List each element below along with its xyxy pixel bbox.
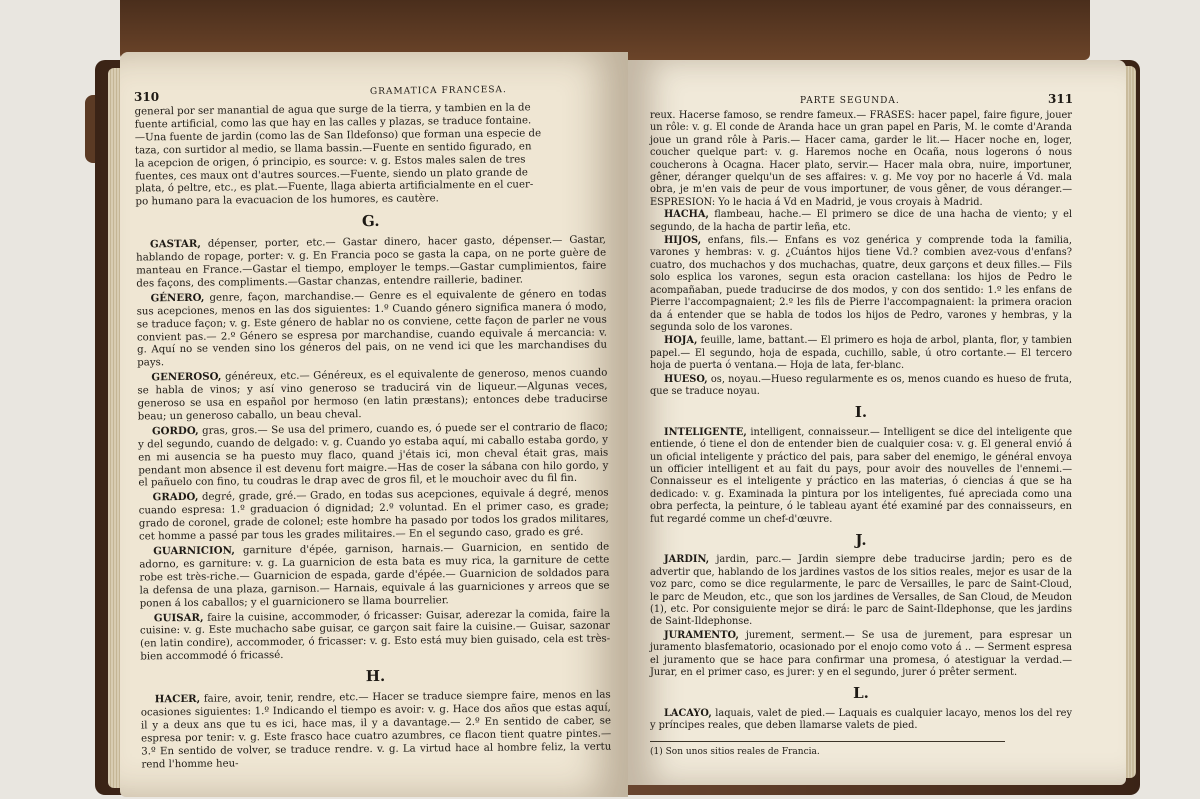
entry-headword: GRADO, [152, 491, 199, 504]
dictionary-entry [141, 689, 612, 772]
section-heading-h: H. [365, 667, 386, 686]
entry-headword: HOJA, [664, 335, 698, 347]
dictionary-entry [139, 541, 610, 611]
entry-text: jardin, parc.— Jardin siempre debe traducirse jardin; pero es de advertir que, hablando de los jardines vastos de los sitios reales, mejor es usar de la voz parc, como se dice regularmente, le parc de Versailles, le parc de Saint-Cloud, le parc de Meudon, etc., que son los jardines de Versalles, de San Cloud, de Meudon (1), etc. Por consiguiente mejor se dirá: le parc de Saint-Ildephonse, que les jardins de Saint-Ildephonse. [650, 554, 1072, 628]
entry-headword: GASTAR, [149, 237, 201, 251]
entry-text: généreux, etc.— Généreux, es el equivalente de generoso, menos cuando se habla de vinos; y así vino generoso se traducirá vin de liqueur.—Algunas veces, generoso se usa en español por hermoso (en latin præstans); entonces debe traducirse beau; un generoso caballo, un beau cheval. [137, 367, 608, 423]
entry-headword: HUESO, [664, 373, 708, 385]
entry-text: enfans, fils.— Enfans es voz genérica y comprende toda la familia, varones y hembras: v. g. ¿Cuántos hijos tiene Vd.? combien avez-vous d'enfans? cuatro, dos muchachos y dos muchachas, quatre, deux garçons et deux filles.— Fils solo esplica los varones, segun esta oracion castellana: los hijos de Pedro le acompañaban, puede traducirse de dos modos, y con dos sentido: 1.º les enfans de Pierre l'accompagnaient; 2.º les fils de Pierre l'accompagnaient: la primera oracion da á entender que se habla de todos los hijos de Pedro, varones y hembras, y la segunda solo de los varones. [650, 235, 1072, 333]
intro-line: plata, ó peltre, etc., es plat.—Fuente, llaga abierta artificialmente en el cuer- [135, 179, 534, 195]
entry-headword: JARDIN, [664, 554, 710, 566]
entry-text: faire, avoir, tenir, rendre, etc.— Hacer se traduce siempre faire, menos en las ocasiones siguientes: 1.º Indicando el tiempo es avoir: v. g. Hace dos años que estas aquí, il y a deux ans que tu es ici, hace mas, il y a davantage.— 2.º En sentido de caber, se espresa por tenir: v. g. Este frasco hace cuatro azumbres, ce flacon tient quatre pintes.— 3.º En sentido de volver, se traduce rendre. v. g. La virtud hace al hombre feliz, la vertu rend l'homme heu- [140, 689, 612, 771]
dictionary-entry [138, 420, 609, 490]
section-heading-j: J. [855, 531, 867, 549]
dictionary-entry [139, 487, 610, 545]
intro-line: general por ser manantial de agua que surge de la tierra, y tambien en la de [134, 102, 531, 118]
dictionary-entry [650, 630, 1072, 680]
intro-line: fuente artificial, como las que hay en las calles y plazas, se traduce fontaine. [134, 115, 532, 131]
footnote-rule [650, 741, 1005, 742]
entry-text: flambeau, hache.— El primero se dice de una hacha de viento; y el segundo, de la hacha de partir leña, etc. [650, 209, 1073, 233]
dictionary-entry [650, 235, 1072, 334]
section-heading-l: L. [853, 684, 869, 703]
right-intro: reux. Hacerse famoso, se rendre fameux.— FRASES: hacer papel, faire figure, jouer un rôle: v. g. El conde de Aranda hace un gran papel en Paris, M. le comte d'Aranda joue un grand rôle à Paris.— Hacer cama, garder le lit.— Hacer noche en, loger, coucher quelque part: v. g. Haremos noche en Ocaña, nous logerons ó nous coucherons à Ocagna. Hacer plato, servir.— Hacer mala obra, nuire, importuner, gêner, déranger quelqu'un de ses affaires: v. g. Me voy por no hacerle á Vd. mala obra, je m'en vais de peur de vous importuner, de vous gêner, de vous déranger.— ESPRESION: Yo le hacia á Vd en Madrid, je vous croyais à Madrid. [650, 110, 1072, 208]
entry-headword: GENEROSO, [151, 370, 222, 384]
right-text-column [650, 110, 1072, 758]
left-intro [135, 102, 606, 210]
section-heading-i: I. [854, 403, 868, 422]
entry-text: gras, gros.— Se usa del primero, cuando es, ó puede ser el contrario de flaco; y del segundo, cuando de delgado: v. g. Cuando yo estaba aquí, mi caballo estaba gordo, y en mi ausencia se ha puesto muy flaco, quand j'étais ici, mon cheval était gras, mais pendant mon absence il est devenu fort maigre.—Has de coser la sábana con hilo gordo, y el pañuelo con fino, tu coudras le drap avec de gros fil, et le mouchoir avec du fil fin. [138, 421, 609, 489]
entry-text: intelligent, connaisseur.— Intelligent se dice del inteligente que entiende, ó tiene el don de entender bien de cualquier cosa: v. g. El general envió á un oficial inteligente y práctico del pais, para saber del enemigo, le général envoya un officier intelligent et au fait du pays, pour avoir des nouvelles de l'ennemi.— Connaisseur es el inteligente y práctico en las materias, ó ciencias á que se ha dedicado: v. g. Examinada la pintura por los inteligentes, fué apreciada como una obra perfecta, la peinture, ó le tableau ayant été examiné par des connaisseurs, en fut regardé comme un chef-d'œuvre. [650, 426, 1072, 525]
book-stand-top [120, 0, 1090, 60]
entry-text: dépenser, porter, etc.— Gastar dinero, hacer gasto, dépenser.— Gastar, hablando de ropage, porter: v. g. En Francia poco se gasta la capa, on ne porte guère de manteau en France.—Gastar el tiempo, employer le temps.—Gastar cumplimientos, faire des façons, des compliments.—Gastar chanzas, entendre raillerie, badiner. [136, 234, 607, 290]
entry-headword: LACAYO, [664, 707, 712, 719]
entries-g [136, 234, 610, 665]
section-heading-g: G. [361, 212, 380, 231]
left-page [120, 52, 628, 797]
dictionary-entry [650, 708, 1072, 733]
entry-headword: JURAMENTO, [664, 629, 739, 641]
entry-text: genre, façon, marchandise.— Genre es el equivalente de género en todas sus acepciones, menos en las dos siguientes: 1.º Cuando género significa manera ó modo, se traduce façon; v. g. Este género de hablar no os conviene, cette façon de parler ne vous convient pas.— 2.º Género se espresa por marchandise, cuando equivale á mercancia: v. g. Aquí no se venden sino los géneros del pais, on ne vend ici que les marchandises du pays. [136, 288, 608, 369]
dictionary-entry [650, 427, 1072, 526]
dictionary-entry [650, 209, 1072, 234]
intro-line: po humano para la evacuacion de los humores, es cautère. [135, 193, 439, 208]
dictionary-entry [650, 335, 1072, 372]
dictionary-entry [136, 287, 607, 370]
entries-h-right [650, 209, 1072, 398]
entry-headword: GORDO, [151, 424, 199, 438]
entry-text: garniture d'épée, garnison, harnais.— Guarnicion, en sentido de adorno, es garniture: v. g. La guarnicion de esta bata es muy rica, la garniture de cette robe est très-riche.— Guarnicion de espada, garde d'épée.— Guarnicion de soldados para la defensa de una plaza, garnison.— Harnais, equivale á las guarniciones y arreos que se ponen á los caballos; y el guarnicionero se llama bourrelier. [139, 541, 610, 610]
intro-line: fuentes, ces maux ont d'autres sources.—Fuente, siendo un plato grande de [135, 166, 528, 183]
entry-text: os, noyau.—Hueso regularmente es os, menos cuando es hueso de fruta, que se traduce noyau. [650, 373, 1072, 397]
entry-text: jurement, serment.— Se usa de jurement, para espresar un juramento blasfematorio, ocasionado por el enojo como voto á .. — Serment espresa el juramento que se hace para confirmar una promesa, ó atestiguar la verdad.— Jurar, en el primer caso, es jurer: y en el segundo, jurer ó prêter serment. [650, 629, 1072, 679]
entry-headword: GUISAR, [153, 611, 204, 624]
entry-text: laquais, valet de pied.— Laquais es cualquier lacayo, menos los del rey y príncipes reales, que deben llamarse valets de pied. [650, 707, 1072, 732]
entry-headword: INTELIGENTE, [664, 426, 747, 438]
entries-h-left [141, 689, 612, 772]
right-page-header: PARTE SEGUNDA. [800, 96, 900, 106]
right-page [628, 60, 1126, 785]
entries-l [650, 708, 1072, 733]
dictionary-entry [136, 234, 607, 292]
right-page-number: 311 [1048, 92, 1074, 106]
entry-text: feuille, lame, battant.— El primero es hoja de arbol, planta, flor, y tambien papel.— El segundo, hoja de espada, cuchillo, sable, ú otro cortante.— El tercero hoja de puerta ó ventana.— Hoja de lata, fer-blanc. [650, 335, 1072, 372]
dictionary-entry [650, 374, 1072, 399]
entry-text: degré, grade, gré.— Grado, en todas sus acepciones, equivale á degré, menos cuando espresa: 1.º graduacion ó dignidad; 2.º voluntad. En el primer caso, es grade; grado de coronel, grade de colonel; este hombre ha pasado por todos los grados militares, cet homme a passé par tous les grades militaires.— En el segundo caso, grado es gré. [138, 487, 609, 543]
entry-headword: GÉNERO, [150, 291, 205, 305]
entry-headword: HACHA, [664, 209, 709, 221]
left-text-column [135, 102, 612, 773]
intro-line: —Una fuente de jardin (como las de San Ildefonso) que forman una especie de [134, 128, 542, 144]
intro-line: la acepcion de origen, ó principio, es source: v. g. Estos males salen de tres [135, 154, 526, 170]
left-page-header: GRAMATICA FRANCESA. [369, 85, 507, 97]
entries-i [650, 427, 1072, 526]
left-page-number: 310 [134, 90, 160, 104]
intro-line: taza, con surtidor al medio, se llama bassin.—Fuente en sentido figurado, en [134, 141, 532, 157]
entry-headword: HIJOS, [664, 235, 702, 247]
dictionary-entry [137, 367, 608, 425]
entry-headword: HACER, [154, 692, 201, 706]
dictionary-entry [140, 607, 611, 665]
dictionary-entry [650, 554, 1072, 628]
entry-headword: GUARNICION, [153, 544, 235, 558]
footnote: (1) Son unos sitios reales de Francia. [650, 746, 820, 757]
entry-text: faire la cuisine, accommoder, ó fricasser: Guisar, aderezar la comida, faire la cuisine: v. g. Este muchacho sabe guisar, ce garçon sait faire la cuisine.— Guisar, sazonar (en latin condire), accommoder, ó fricasser: v. g. Esto está muy bien guisado, cela est très-bien accommodé ó fricassé. [139, 608, 611, 663]
entries-j [650, 554, 1072, 679]
